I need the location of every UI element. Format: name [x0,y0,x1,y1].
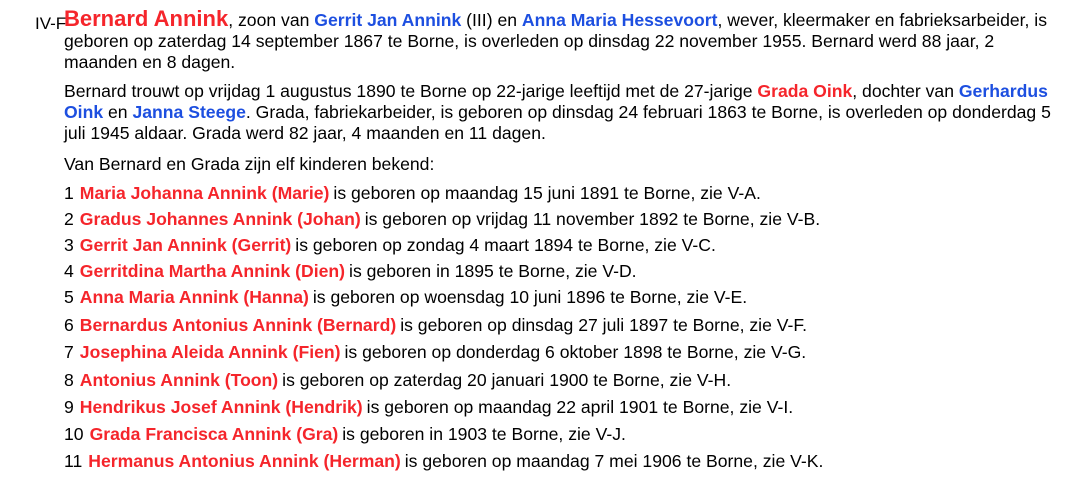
marriage-text-1: Bernard trouwt op vrijdag 1 augustus 1890 te Borne op 22-jarige leeftijd met de 27-jarige [64,81,758,101]
child-name-link[interactable]: Josephina Aleida Annink (Fien) [79,342,341,362]
child-details: is geboren in 1903 te Borne, zie V-J. [342,424,626,444]
marriage-text-3: en [103,102,133,122]
child-details: is geboren op maandag 22 april 1901 te Borne, zie V-I. [366,397,794,417]
mother-link[interactable]: Anna Maria Hessevoort [521,10,718,30]
child-name-link[interactable]: Grada Francisca Annink (Gra) [89,424,339,444]
intro-text: , zoon van [228,10,315,30]
spouse-link[interactable]: Grada Oink [757,81,853,101]
spouse-father-link[interactable]: Gerhardus Oink [64,81,1048,122]
child-details: is geboren op dinsdag 27 juli 1897 te Borne, zie V-F. [400,315,808,335]
child-details: is geboren op maandag 7 mei 1906 te Borne, zie V-K. [404,451,824,471]
child-row [64,396,793,418]
bio-text: , wever, kleermaker en fabrieksarbeider, is geboren op zaterdag 14 september 1867 te Borne, is overleden op dinsdag 22 november 1955. Bernard werd 88 jaar, 2 maanden en 8 dagen. [64,10,1048,72]
child-row [64,234,716,256]
child-number: 1 [64,183,74,203]
child-row [64,314,807,336]
child-row [64,450,823,472]
child-name-link[interactable]: Anna Maria Annink (Hanna) [79,287,309,307]
father-link[interactable]: Gerrit Jan Annink [314,10,462,30]
child-name-link[interactable]: Bernardus Antonius Annink (Bernard) [79,315,397,335]
child-number: 4 [64,261,74,281]
child-details: is geboren op zaterdag 20 januari 1900 te Borne, zie V-H. [282,370,732,390]
child-name-link[interactable]: Hermanus Antonius Annink (Herman) [88,451,401,471]
child-row [64,369,731,391]
person-name: Bernard Annink [64,6,229,31]
child-details: is geboren op maandag 15 juni 1891 te Borne, zie V-A. [333,183,761,203]
child-name-link[interactable]: Gerrit Jan Annink (Gerrit) [79,235,292,255]
child-name-link[interactable]: Gradus Johannes Annink (Johan) [79,209,361,229]
child-row [64,260,637,282]
child-details: is geboren op vrijdag 11 november 1892 te Borne, zie V-B. [364,209,821,229]
child-row [64,182,761,204]
child-number: 6 [64,315,74,335]
child-number: 3 [64,235,74,255]
child-row [64,286,747,308]
child-number: 5 [64,287,74,307]
child-number: 9 [64,397,74,417]
marriage-paragraph [64,81,1069,144]
child-number: 11 [64,451,83,471]
child-row [64,341,806,363]
child-details: is geboren op woensdag 10 juni 1896 te Borne, zie V-E. [312,287,748,307]
marriage-text-4: . Grada, fabriekarbeider, is geboren op dinsdag 24 februari 1863 te Borne, is overleden op donderdag 5 juli 1945 aldaar. Grada werd 82 jaar, 4 maanden en 11 dagen. [64,102,1051,143]
child-number: 2 [64,209,74,229]
child-number: 8 [64,370,74,390]
spouse-mother-link[interactable]: Janna Steege [132,102,246,122]
father-suffix: (III) en [461,10,522,30]
child-name-link[interactable]: Maria Johanna Annink (Marie) [79,183,330,203]
child-name-link[interactable]: Antonius Annink (Toon) [79,370,279,390]
children-intro: Van Bernard en Grada zijn elf kinderen bekend: [64,154,435,174]
child-name-link[interactable]: Hendrikus Josef Annink (Hendrik) [79,397,363,417]
child-number: 10 [64,424,84,444]
child-row [64,423,626,445]
generation-label: IV-F [35,14,67,33]
child-details: is geboren in 1895 te Borne, zie V-D. [349,261,637,281]
child-number: 7 [64,342,74,362]
child-details: is geboren op zondag 4 maart 1894 te Borne, zie V-C. [295,235,716,255]
marriage-text-2: , dochter van [852,81,959,101]
child-name-link[interactable]: Gerritdina Martha Annink (Dien) [79,261,346,281]
person-paragraph [64,8,1069,73]
child-details: is geboren op donderdag 6 oktober 1898 te Borne, zie V-G. [344,342,807,362]
child-row [64,208,820,230]
